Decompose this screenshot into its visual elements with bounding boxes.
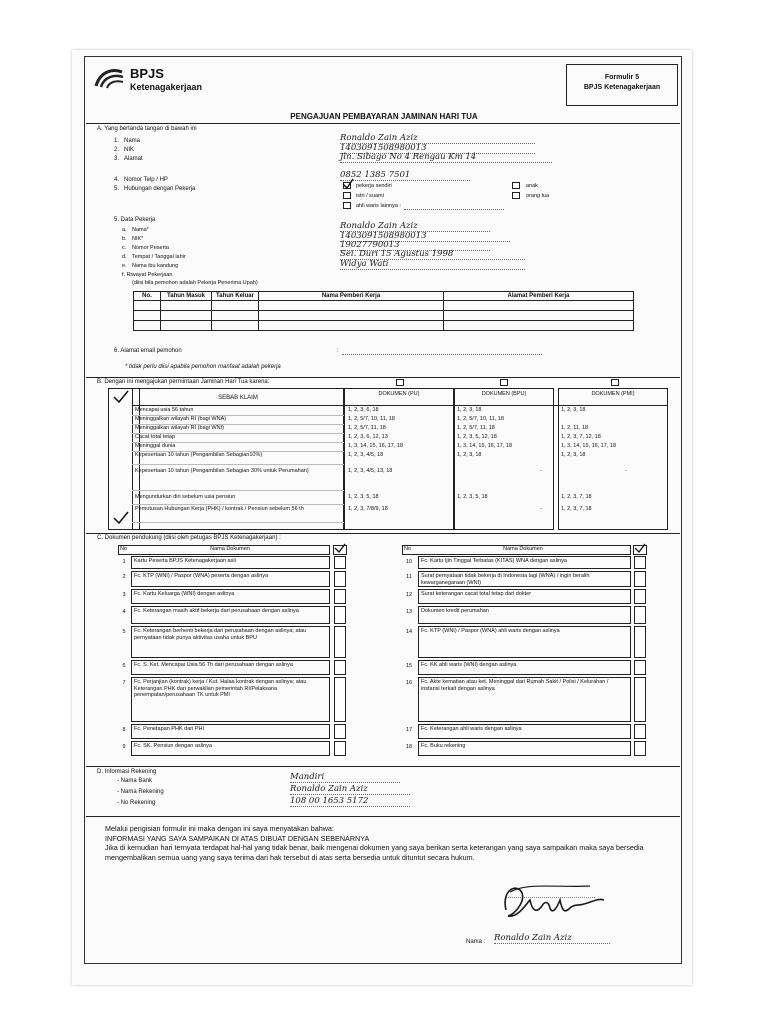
sebab-klaim-text: Mengundurkan diri sebelum usia pensiun bbox=[135, 494, 236, 500]
row-divider bbox=[132, 522, 344, 523]
doc-number: 13 bbox=[405, 609, 413, 615]
doc-checkbox[interactable] bbox=[634, 556, 646, 569]
header-divider bbox=[132, 405, 668, 406]
sebab-klaim-text: Pemutusan Hubungan Kerja (PHK) / kontrak / Pensiun sebelum 56 th bbox=[135, 506, 304, 512]
dokumen-pmi-text: 1, 2, 3, 7, 18 bbox=[561, 494, 592, 500]
doc-checkbox[interactable] bbox=[334, 589, 346, 604]
section-b-divider bbox=[86, 377, 680, 378]
pekerja-peserta-no: c. bbox=[122, 245, 127, 251]
check-mark-icon bbox=[334, 543, 346, 554]
sebab-klaim-text: Kepesertaan 10 tahun (Pengambilan Sebagian 30% untuk Perumahan) bbox=[135, 468, 309, 474]
dokumen-bpu-text: - bbox=[540, 506, 542, 512]
doc-checkbox[interactable] bbox=[634, 677, 646, 722]
dokumen-pmi-text: 1, 3, 14, 15, 16, 17, 18 bbox=[561, 443, 617, 449]
sebab-klaim-text: Meninggal dunia bbox=[135, 443, 176, 449]
doc-checkbox[interactable] bbox=[634, 724, 646, 739]
dokumen-pu-text: 1, 2, 5/7, 11, 18 bbox=[348, 425, 386, 431]
doc-checkbox[interactable] bbox=[334, 724, 346, 739]
dokumen-pmi-text: 1, 2, 11, 18 bbox=[561, 425, 589, 431]
dokumen-pmi-text: 1, 2, 3, 7, 12, 18 bbox=[561, 434, 601, 440]
data-pekerja-heading: 5. Data Pekerja bbox=[114, 217, 156, 223]
sebab-klaim-text: Meninggalkan wilayah RI (bagi WNA) bbox=[135, 416, 227, 422]
pekerja-nama-value[interactable]: Ronaldo Zain Aziz bbox=[340, 221, 490, 232]
section-b-heading: B. Dengan ini mengajukan permintaan Jaminan Hari Tua karena: bbox=[97, 379, 270, 385]
rekening-no-label: - No Rekening bbox=[117, 800, 156, 806]
declaration-block bbox=[105, 824, 667, 862]
dokumen-pmi-text: 1, 2, 3, 18 bbox=[561, 452, 586, 458]
pekerja-nama-label: Nama* bbox=[132, 227, 149, 233]
doc-name: Fc. Keterangan berhenti bekerja dari perusahaan dengan aslinya; atau pernyataan tidak punya aktivitas usaha untuk BPU bbox=[131, 626, 330, 658]
doc-number: 18 bbox=[405, 744, 413, 750]
pu-header: DOKUMEN (PU) bbox=[378, 391, 420, 397]
sebab-klaim-text: Kepesertaan 10 tahun (Pengambilan Sebagian10%) bbox=[135, 452, 263, 458]
doc-name: Fc. Penetapan PHK dari PHI bbox=[131, 724, 330, 739]
pekerja-note: * tidak perlu diisi apabila pemohon manfaat adalah pekerja bbox=[125, 364, 281, 370]
rekening-no-value[interactable]: 108 00 1653 5172 bbox=[290, 796, 410, 807]
dokumen-pu-text: 1, 2, 3, 4/5, 18 bbox=[348, 452, 384, 458]
doc-number: 8 bbox=[122, 727, 126, 733]
work-history-table bbox=[133, 291, 634, 331]
doc-name: Fc. Kartu Ijin Tinggal Terbatas (KITAS) WNA dengan aslinya bbox=[418, 556, 631, 569]
pekerja-nik-label: NIK* bbox=[132, 236, 144, 242]
row-divider bbox=[132, 464, 344, 465]
doc-number: 7 bbox=[122, 680, 126, 686]
table-row bbox=[134, 321, 634, 331]
doc-name: Fc. KK ahli waris (WNI) dengan aslinya bbox=[418, 660, 631, 675]
ahli-waris-line bbox=[404, 209, 504, 210]
check-mark-icon bbox=[342, 178, 354, 190]
doc-number: 4 bbox=[122, 609, 126, 615]
checkbox-pu[interactable] bbox=[396, 379, 404, 386]
sebab-header: SEBAB KLAIM bbox=[218, 395, 258, 401]
checkbox-bpu[interactable] bbox=[500, 379, 508, 386]
doc-number: 15 bbox=[405, 663, 413, 669]
field-hubungan-no: 5. bbox=[114, 186, 120, 192]
dokumen-bpu-text: 1, 2, 3, 5, 12, 18 bbox=[457, 434, 497, 440]
riwayat-note: (diisi bila pemohon adalah Pekerja Penerima Upah) bbox=[132, 280, 258, 286]
right-no-header: No bbox=[404, 546, 412, 552]
dokumen-pmi-text: - bbox=[625, 468, 627, 474]
doc-number: 10 bbox=[405, 559, 413, 565]
col-no: No. bbox=[134, 292, 161, 301]
pekerja-nik-value[interactable]: 1403091508980013 bbox=[340, 231, 510, 242]
checkbox-istri-suami[interactable] bbox=[343, 192, 351, 199]
dokumen-bpu-text: 1, 2, 5/7, 10, 11, 18 bbox=[457, 416, 504, 422]
doc-name: Surat keterangan cacat total tetap dari dokter bbox=[418, 589, 631, 604]
doc-name: Dokumen kredit perumahan bbox=[418, 606, 631, 624]
check-mark-icon bbox=[634, 543, 646, 554]
bank-value[interactable]: Mandiri bbox=[290, 772, 400, 783]
label-ahli-waris: ahli waris lainnya : bbox=[356, 203, 401, 209]
left-no-header: No bbox=[120, 546, 128, 552]
logo-subtitle: Ketenagakerjaan bbox=[130, 82, 203, 92]
doc-checkbox[interactable] bbox=[334, 571, 346, 587]
doc-name: Fc. Keterangan masih aktif bekerja dari perusahaan dengan aslinya bbox=[131, 606, 330, 624]
signature-name-value[interactable]: Ronaldo Zain Aziz bbox=[494, 933, 610, 944]
doc-number: 16 bbox=[405, 680, 413, 686]
doc-name: Fc. SK. Pensiun dengan aslinya bbox=[131, 741, 330, 756]
doc-checkbox[interactable] bbox=[634, 589, 646, 604]
bank-label: - Nama Bank bbox=[117, 778, 153, 784]
label-anak: anak bbox=[526, 183, 538, 189]
declaration-line-1: Melalui pengisian formulir ini maka dengan ini saya menyatakan bahwa: bbox=[105, 824, 334, 833]
checkbox-pmi[interactable] bbox=[611, 379, 619, 386]
doc-name: Fc. KTP (WNI) / Paspor (WNA) ahli waris dengan aslinya bbox=[418, 626, 631, 658]
doc-number: 3 bbox=[122, 592, 126, 598]
section-a-heading: A. Yang bertanda tangan di bawah ini bbox=[97, 126, 197, 132]
pmi-header: DOKUMEN (PMI) bbox=[591, 391, 635, 397]
field-alamat-no: 3. bbox=[114, 156, 120, 162]
field-telp-value[interactable]: 0852 1385 7501 bbox=[340, 170, 470, 181]
bpu-header: DOKUMEN (BPU) bbox=[481, 391, 527, 397]
dokumen-bpu-text: 1, 2, 3, 5, 18 bbox=[457, 494, 488, 500]
doc-name: Fc. Akte kematian atau ket. Meninggal dari Rumah Sakit / Polisi / Kelurahan / instansi terkait dengan aslinya bbox=[418, 677, 631, 722]
field-hubungan-label: Hubungan dengan Pekerja bbox=[124, 186, 196, 192]
doc-number: 9 bbox=[122, 744, 126, 750]
signature-name-label: Nama : bbox=[466, 939, 486, 945]
title-divider bbox=[86, 123, 680, 124]
field-alamat-label: Alamat bbox=[124, 156, 143, 162]
doc-number: 2 bbox=[122, 574, 126, 580]
label-orang-tua: orang tua bbox=[526, 193, 550, 199]
col-tahun-masuk: Tahun Masuk bbox=[161, 292, 212, 301]
row-divider bbox=[132, 490, 344, 491]
doc-checkbox[interactable] bbox=[334, 556, 346, 569]
field-nama-label: Nama bbox=[124, 138, 141, 144]
field-telp-label: Nomor Telp / HP bbox=[124, 177, 168, 183]
doc-checkbox[interactable] bbox=[634, 571, 646, 587]
dokumen-pu-text: 1, 2, 3, 6, 18 bbox=[348, 407, 379, 413]
signature-mark bbox=[498, 880, 608, 928]
field-alamat-value[interactable]: Jln. Sibago No 4 Rengau Km 14 bbox=[340, 152, 552, 163]
form-title: PENGAJUAN PEMBAYARAN JAMINAN HARI TUA bbox=[290, 112, 478, 121]
right-nama-header: Nama Dokumen bbox=[503, 546, 543, 552]
dokumen-pmi-text: 1, 2, 3, 7, 18 bbox=[561, 506, 592, 512]
pekerja-nik-no: b. bbox=[122, 236, 127, 242]
declaration-line-2: INFORMASI YANG SAYA SAMPAIKAN DI ATAS DIBUAT DENGAN SEBENARNYA bbox=[105, 833, 370, 843]
checkbox-orang-tua[interactable] bbox=[512, 192, 520, 199]
dokumen-pu-text: 1, 2, 3, 5, 18 bbox=[348, 494, 379, 500]
email-colon: : bbox=[337, 348, 339, 354]
formulir-box bbox=[566, 64, 678, 106]
rekening-name-label: - Nama Rekening bbox=[117, 789, 164, 795]
doc-checkbox[interactable] bbox=[634, 626, 646, 658]
formulir-number: Formulir 5 bbox=[604, 74, 640, 81]
table-row bbox=[134, 301, 634, 311]
section-d-heading: D. Informasi Rekening bbox=[97, 769, 157, 775]
doc-name: Kartu Peserta BPJS Ketenagakerjaan asli bbox=[131, 556, 330, 569]
field-nik-label: NIK bbox=[124, 147, 135, 153]
doc-checkbox[interactable] bbox=[634, 606, 646, 624]
doc-number: 5 bbox=[122, 629, 126, 635]
doc-number: 17 bbox=[405, 727, 413, 733]
dokumen-pu-text: 1, 3, 14, 15, 16, 17, 18 bbox=[348, 443, 404, 449]
pekerja-ttl-no: d. bbox=[122, 254, 127, 260]
section-c-heading: C. Dokumen pendukung (diisi oleh petugas BPJS Ketenagakerjaan) : bbox=[97, 535, 281, 541]
field-nik-no: 2. bbox=[114, 147, 120, 153]
pekerja-ttl-label: Tempat / Tanggal lahir bbox=[132, 254, 186, 260]
dokumen-pu-text: 1, 2, 3, 6, 12, 13 bbox=[348, 434, 388, 440]
doc-name: Surat pernyataan tidak bekerja di Indonesia lagi (WNA) / ingin beralih kewarganegaraan (WNI) bbox=[418, 571, 631, 587]
dokumen-bpu-text: - bbox=[540, 468, 542, 474]
rekening-name-value[interactable]: Ronaldo Zain Aziz bbox=[290, 784, 410, 795]
pekerja-peserta-label: Nomor Peserta bbox=[132, 245, 169, 251]
doc-name: Fc. Perjanjian (kontrak) kerja / Kut. Halaa kontrak dengan aslinya; atau Keterangan PHK dari perwakilan pemerintah RI/Pelaksana penempatan/perusahaan TK untuk PMI bbox=[131, 677, 330, 722]
label-pekerja-sendiri: pekerja sendiri bbox=[356, 183, 392, 189]
dokumen-bpu-text: 1, 3, 14, 15, 16, 17, 18 bbox=[457, 443, 513, 449]
doc-name: Fc. KTP (WNI) / Paspor (WNA) peserta dengan aslinya bbox=[131, 571, 330, 587]
doc-number: 11 bbox=[406, 574, 412, 580]
doc-name: Fc. Kartu Keluarga (WNI) dengan aslinya bbox=[131, 589, 330, 604]
doc-checkbox[interactable] bbox=[334, 677, 346, 722]
sebab-klaim-text: Cacat total tetap bbox=[135, 434, 176, 440]
doc-number: 12 bbox=[405, 592, 413, 598]
col-alamat-pemberi: Alamat Pemberi Kerja bbox=[444, 292, 634, 301]
doc-number: 6 bbox=[122, 663, 126, 669]
doc-checkbox[interactable] bbox=[634, 741, 646, 756]
field-nik-value[interactable]: 1403091508980013 bbox=[340, 143, 535, 154]
col-nama-pemberi: Nama Pemberi Kerja bbox=[259, 292, 444, 301]
doc-number: 14 bbox=[405, 629, 413, 635]
pekerja-ibu-label: Nama ibu kandung bbox=[132, 263, 179, 269]
sebab-klaim-text: Mencapai usia 56 tahun bbox=[135, 407, 194, 413]
pekerja-peserta-value[interactable]: 19027790013 bbox=[340, 240, 490, 251]
doc-checkbox[interactable] bbox=[334, 626, 346, 658]
row-divider bbox=[132, 504, 344, 505]
formulir-org: BPJS Ketenagakerjaan bbox=[583, 84, 661, 91]
check-mark-icon bbox=[113, 511, 129, 525]
checkbox-anak[interactable] bbox=[512, 182, 520, 189]
section-d-divider bbox=[86, 766, 680, 767]
col-tahun-keluar: Tahun Keluar bbox=[212, 292, 259, 301]
doc-name: Fc. Keterangan ahli waris dengan aslinya bbox=[418, 724, 631, 739]
pekerja-ibu-no: e. bbox=[122, 263, 127, 269]
label-istri-suami: istri / suami bbox=[356, 193, 384, 199]
declaration-line-3: Jika di kemudian hari ternyata terdapat hal-hal yang tidak benar, baik mengenai dokumen yang saya berikan serta keterangan yang saya sampaikan maka saya bersedia mengembalikan semua uang yang saya terima dari hak tersebut di atas serta bersedia untuk dituntut secara hukum. bbox=[105, 843, 644, 862]
logo-name: BPJS bbox=[130, 66, 164, 81]
dokumen-pu-text: 1, 2, 3, 7/8/9, 18 bbox=[348, 506, 388, 512]
section-c-divider bbox=[86, 533, 680, 534]
sebab-klaim-text: Meninggalkan wilayah RI (bagi WNI) bbox=[135, 425, 224, 431]
pekerja-ibu-value[interactable]: Widya Wati bbox=[340, 259, 525, 270]
table-row bbox=[134, 311, 634, 321]
declaration-divider bbox=[86, 816, 680, 817]
dokumen-bpu-text: 1, 2, 5/7, 11, 18 bbox=[457, 425, 495, 431]
left-nama-header: Nama Dokumen bbox=[210, 546, 250, 552]
doc-checkbox[interactable] bbox=[634, 660, 646, 675]
pekerja-nama-no: a. bbox=[122, 227, 127, 233]
check-mark-icon bbox=[113, 390, 129, 404]
doc-checkbox[interactable] bbox=[334, 606, 346, 624]
checkbox-ahli-waris[interactable] bbox=[343, 202, 351, 209]
doc-checkbox[interactable] bbox=[334, 660, 346, 675]
dokumen-pmi-text: 1, 2, 3, 18 bbox=[561, 407, 586, 413]
field-telp-no: 4. bbox=[114, 177, 120, 183]
field-nama-no: 1. bbox=[114, 138, 120, 144]
field-nama-value[interactable]: Ronaldo Zain Aziz bbox=[340, 133, 535, 144]
doc-checkbox[interactable] bbox=[334, 741, 346, 756]
bpjs-logo-icon bbox=[92, 66, 128, 90]
email-label: 6. Alamat email pemohon bbox=[114, 348, 182, 354]
doc-name: Fc. Buku rekening bbox=[418, 741, 631, 756]
dokumen-pu-text: 1, 2, 5/7, 10, 11, 18 bbox=[348, 416, 395, 422]
pekerja-ttl-value[interactable]: Sei. Duri 15 Agustus 1998 bbox=[340, 249, 525, 260]
dokumen-bpu-text: 1, 2, 3, 18 bbox=[457, 407, 482, 413]
dokumen-pu-text: 1, 2, 3, 4/5, 13, 18 bbox=[348, 468, 393, 474]
email-field[interactable] bbox=[342, 354, 542, 355]
doc-name: Fc. S. Ket. Mencapai Usia 56 Th dari perusahaan dengan aslinya bbox=[131, 660, 330, 675]
dokumen-bpu-text: 1, 2, 3, 18 bbox=[457, 452, 482, 458]
riwayat-label: f. Riwayat Pekerjaan bbox=[122, 272, 173, 278]
doc-number: 1 bbox=[122, 559, 126, 565]
